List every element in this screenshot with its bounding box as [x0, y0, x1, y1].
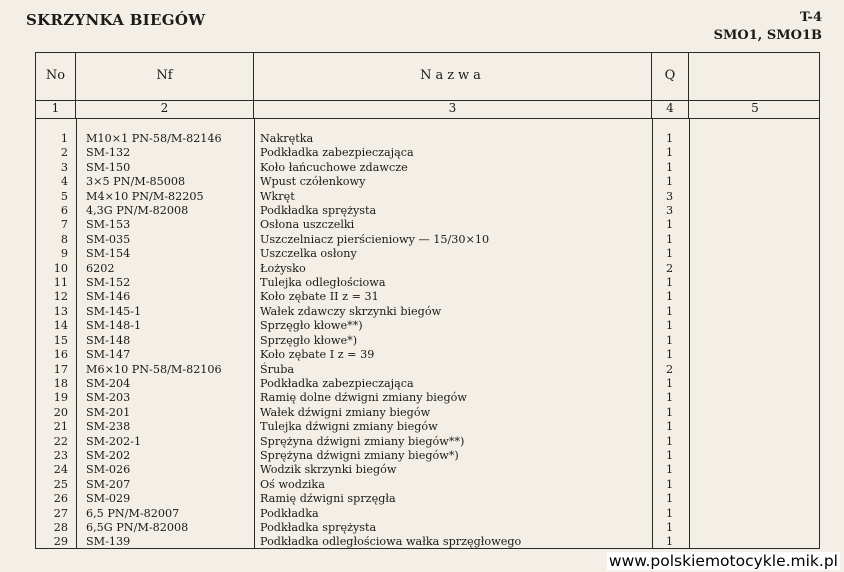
row-number: 27: [53, 506, 68, 520]
table-row: [35, 175, 820, 189]
table-row: [35, 463, 820, 477]
row-nf: SM-152: [86, 276, 131, 290]
row-nf: SM-204: [86, 376, 131, 390]
row-nazwa: Podkładka zabezpieczająca: [260, 146, 414, 160]
row-nazwa: Podkładka sprężysta: [260, 204, 377, 218]
row-number: 2: [60, 146, 68, 160]
row-nazwa: Sprężyna dźwigni zmiany biegów**): [260, 434, 465, 448]
column-number-1: 1: [36, 100, 76, 118]
row-quantity: 1: [665, 448, 674, 462]
column-number-row: [36, 100, 819, 119]
table-row: [35, 218, 820, 232]
row-quantity: 1: [665, 333, 674, 347]
row-nf: SM-147: [86, 348, 131, 362]
row-quantity: 1: [665, 463, 674, 477]
row-nf: SM-202: [86, 448, 131, 462]
row-nazwa: Koło zębate I z = 39: [260, 348, 375, 362]
row-nazwa: Sprężyna dźwigni zmiany biegów*): [260, 448, 459, 462]
table-row: [35, 161, 820, 175]
table-row: [35, 305, 820, 319]
row-nf: SM-238: [86, 420, 131, 434]
row-quantity: 1: [665, 520, 674, 534]
row-quantity: 1: [665, 146, 674, 160]
table-row: [35, 132, 820, 146]
row-nf: M4×10 PN/M-82205: [86, 189, 204, 203]
table-row: [35, 204, 820, 218]
row-nazwa: Koło łańcuchowe zdawcze: [260, 160, 408, 174]
row-nazwa: Podkładka: [260, 506, 319, 520]
row-nazwa: Osłona uszczelki: [260, 218, 355, 232]
watermark-url: www.polskiemotocykle.mik.pl: [608, 552, 838, 570]
row-quantity: 2: [665, 261, 674, 275]
row-quantity: 1: [665, 535, 674, 549]
code-line-2: SMO1, SMO1B: [713, 28, 822, 43]
table-row: [35, 146, 820, 160]
row-number: 9: [60, 247, 68, 261]
row-nf: SM-148: [86, 333, 131, 347]
table-row: [35, 435, 820, 449]
table-row: [35, 449, 820, 463]
row-number: 25: [53, 477, 68, 491]
row-quantity: 3: [665, 204, 674, 218]
row-quantity: 1: [665, 477, 674, 491]
row-nf: SM-026: [86, 463, 131, 477]
row-number: 10: [53, 261, 68, 275]
row-nazwa: Sprzęgło kłowe*): [260, 333, 358, 347]
row-nf: SM-153: [86, 218, 131, 232]
table-row: [35, 406, 820, 420]
table-body: [35, 132, 820, 550]
page-title: SKRZYNKA BIEGÓW: [26, 11, 206, 29]
header-cell-no: No: [36, 53, 76, 100]
table-row: [35, 492, 820, 506]
row-quantity: 1: [665, 290, 674, 304]
row-nazwa: Uszczelka osłony: [260, 247, 357, 261]
table-row: [35, 334, 820, 348]
row-number: 12: [53, 290, 68, 304]
row-number: 3: [60, 160, 68, 174]
row-number: 14: [53, 319, 68, 333]
row-quantity: 1: [665, 319, 674, 333]
row-nazwa: Uszczelniacz pierścieniowy — 15/30×10: [260, 232, 490, 246]
row-number: 4: [60, 175, 68, 189]
row-nazwa: Koło zębate II z = 31: [260, 290, 379, 304]
row-nazwa: Łożysko: [260, 261, 306, 275]
row-quantity: 1: [665, 405, 674, 419]
row-number: 28: [53, 520, 68, 534]
table-row: [35, 391, 820, 405]
row-nazwa: Sprzęgło kłowe**): [260, 319, 363, 333]
row-nf: M6×10 PN-58/M-82106: [86, 362, 222, 376]
row-nf: SM-148-1: [86, 319, 142, 333]
header-cell-5: [689, 53, 821, 100]
row-nazwa: Tulejka dźwigni zmiany biegów: [260, 420, 438, 434]
table-row: [35, 319, 820, 333]
table-row: [35, 363, 820, 377]
column-number-4: 4: [652, 100, 689, 118]
row-number: 18: [53, 376, 68, 390]
row-nf: 6202: [86, 261, 115, 275]
row-quantity: 1: [665, 348, 674, 362]
row-nf: 4,3G PN/M-82008: [86, 204, 189, 218]
row-number: 5: [60, 189, 68, 203]
header-cell-nazwa: Nazwa: [254, 53, 652, 100]
row-quantity: 1: [665, 376, 674, 390]
row-nazwa: Ramię dźwigni sprzęgła: [260, 492, 396, 506]
table-row: [35, 262, 820, 276]
row-quantity: 1: [665, 132, 674, 145]
row-nf: SM-202-1: [86, 434, 142, 448]
row-quantity: 1: [665, 247, 674, 261]
column-number-3: 3: [254, 100, 652, 118]
row-nazwa: Wałek dźwigni zmiany biegów: [260, 405, 431, 419]
table-row: [35, 247, 820, 261]
row-nazwa: Ramię dolne dźwigni zmiany biegów: [260, 391, 467, 405]
row-quantity: 1: [665, 232, 674, 246]
row-nazwa: Podkładka zabezpieczająca: [260, 376, 414, 390]
row-quantity: 3: [665, 189, 674, 203]
code-line-1: T-4: [800, 10, 822, 25]
table-row: [35, 478, 820, 492]
row-nf: SM-207: [86, 477, 131, 491]
row-nf: SM-203: [86, 391, 131, 405]
row-nf: SM-145-1: [86, 304, 142, 318]
row-number: 7: [60, 218, 68, 232]
header-cell-nf: Nf: [76, 53, 254, 100]
table-header: [36, 53, 819, 101]
row-quantity: 1: [665, 276, 674, 290]
header-cell-q: Q: [652, 53, 689, 100]
row-number: 6: [60, 204, 68, 218]
row-nazwa: Tulejka odległościowa: [260, 276, 386, 290]
row-quantity: 1: [665, 175, 674, 189]
row-quantity: 1: [665, 304, 674, 318]
row-quantity: 1: [665, 420, 674, 434]
row-nf: 6,5 PN/M-82007: [86, 506, 180, 520]
row-nazwa: Nakrętka: [260, 132, 314, 145]
row-nf: SM-154: [86, 247, 131, 261]
row-nazwa: Wałek zdawczy skrzynki biegów: [260, 304, 442, 318]
row-nf: 3×5 PN/M-85008: [86, 175, 186, 189]
row-number: 24: [53, 463, 68, 477]
table-row: [35, 348, 820, 362]
row-number: 17: [53, 362, 68, 376]
row-nazwa: Podkładka sprężysta: [260, 520, 377, 534]
row-quantity: 1: [665, 492, 674, 506]
row-number: 15: [53, 333, 68, 347]
row-number: 23: [53, 448, 68, 462]
row-nf: SM-201: [86, 405, 131, 419]
table-row: [35, 233, 820, 247]
row-nf: M10×1 PN-58/M-82146: [86, 132, 222, 145]
table-row: [35, 377, 820, 391]
row-quantity: 1: [665, 218, 674, 232]
row-quantity: 2: [665, 362, 674, 376]
row-number: 16: [53, 348, 68, 362]
row-number: 8: [60, 232, 68, 246]
table-row: [35, 521, 820, 535]
row-quantity: 1: [665, 434, 674, 448]
row-nf: SM-146: [86, 290, 131, 304]
table-row: [35, 190, 820, 204]
row-nazwa: Wodzik skrzynki biegów: [260, 463, 397, 477]
row-nazwa: Oś wodzika: [260, 477, 325, 491]
row-number: 29: [53, 535, 68, 549]
row-number: 13: [53, 304, 68, 318]
row-quantity: 1: [665, 506, 674, 520]
row-nf: SM-139: [86, 535, 131, 549]
table-row: [35, 290, 820, 304]
row-quantity: 1: [665, 391, 674, 405]
table-row: [35, 507, 820, 521]
row-nazwa: Śruba: [260, 362, 295, 376]
row-nf: SM-132: [86, 146, 131, 160]
row-nf: 6,5G PN/M-82008: [86, 520, 189, 534]
document-code: [714, 9, 822, 45]
row-quantity: 1: [665, 160, 674, 174]
row-nazwa: Wkręt: [260, 189, 295, 203]
column-number-2: 2: [76, 100, 254, 118]
row-number: 26: [53, 492, 68, 506]
table-row: [35, 535, 820, 549]
row-number: 21: [53, 420, 68, 434]
row-nf: SM-035: [86, 232, 131, 246]
column-number-5: 5: [751, 101, 759, 115]
row-nf: SM-150: [86, 160, 131, 174]
row-number: 11: [53, 276, 68, 290]
row-number: 19: [53, 391, 68, 405]
table-row: [35, 276, 820, 290]
row-number: 20: [53, 405, 68, 419]
row-nf: SM-029: [86, 492, 131, 506]
row-nazwa: Wpust czółenkowy: [260, 175, 366, 189]
row-number: 1: [60, 132, 68, 145]
row-number: 22: [53, 434, 68, 448]
row-nazwa: Podkładka odległościowa wałka sprzęgłowego: [260, 535, 522, 549]
table-row: [35, 420, 820, 434]
